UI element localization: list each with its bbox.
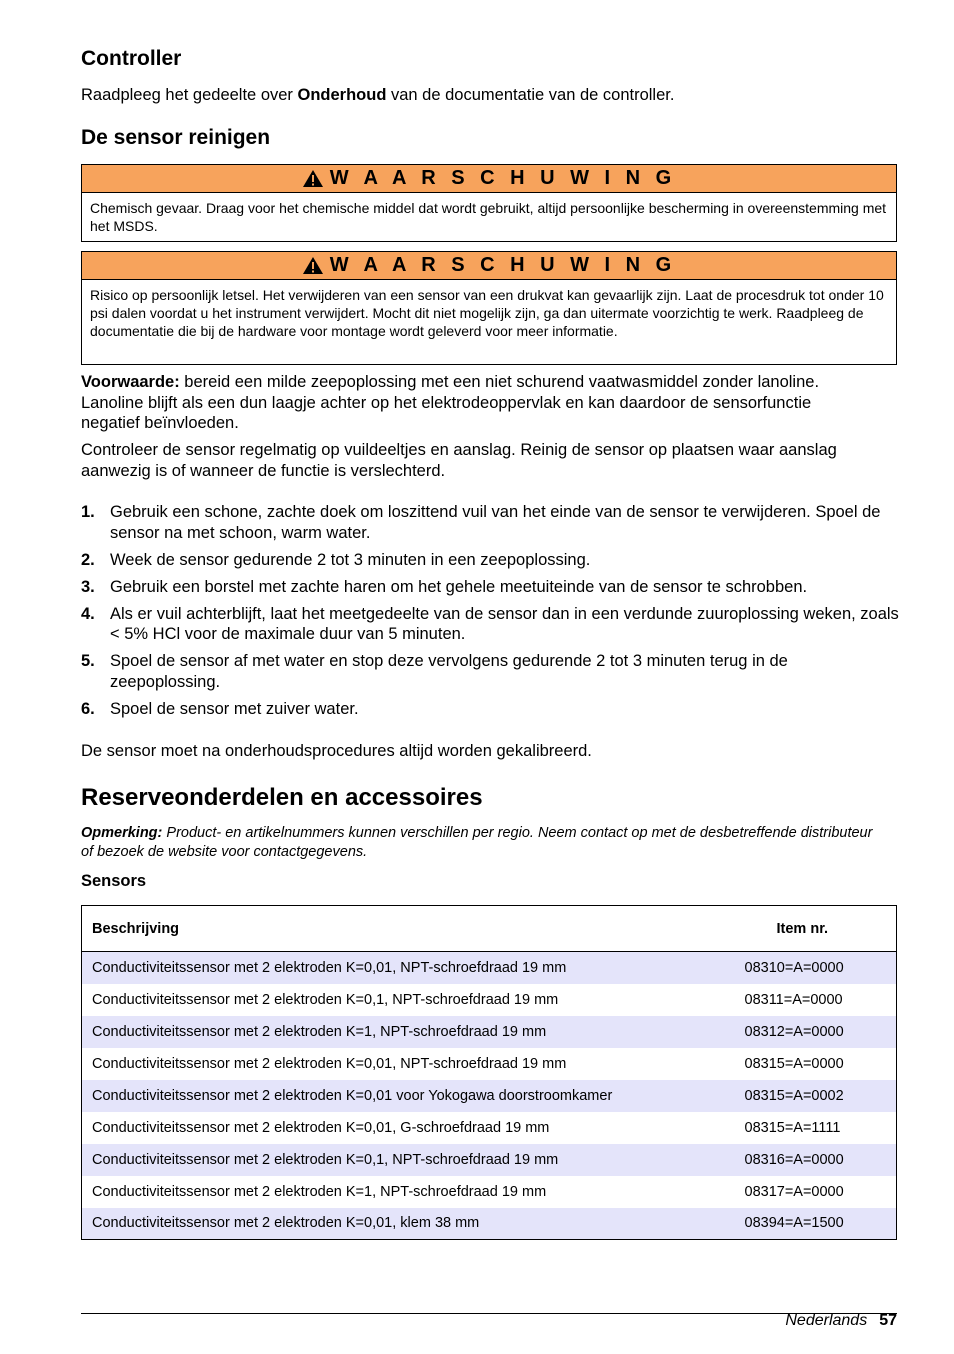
column-header-item: Item nr.	[735, 906, 897, 952]
warning-triangle-icon	[302, 169, 324, 188]
table-row	[82, 1144, 897, 1176]
step-number: 3.	[81, 577, 95, 596]
warning-box-chemical	[81, 164, 897, 242]
table-row	[82, 1112, 897, 1144]
row-description: Conductiviteitssensor met 2 elektroden K=0,1, NPT-schroefdraad 19 mm	[82, 1144, 735, 1176]
sensors-table	[81, 905, 897, 1240]
step-number: 2.	[81, 550, 95, 569]
table-row	[82, 1176, 897, 1208]
row-item-number: 08316=A=0000	[735, 1144, 897, 1176]
cleaning-heading: De sensor reinigen	[81, 126, 271, 149]
parts-heading: Reserveonderdelen en accessoires	[81, 784, 483, 811]
prerequisite-paragraph	[81, 372, 871, 434]
controller-text-bold: Onderhoud	[297, 86, 387, 104]
cleaning-steps	[81, 502, 901, 726]
calibration-note: De sensor moet na onderhoudsprocedures altijd worden gekalibreerd.	[81, 742, 592, 760]
row-description: Conductiviteitssensor met 2 elektroden K=0,1, NPT-schroefdraad 19 mm	[92, 991, 559, 1008]
controller-text-before: Raadpleeg het gedeelte over	[81, 86, 298, 104]
list-item	[81, 502, 901, 543]
table-row	[82, 1016, 897, 1048]
footer-language: Nederlands	[785, 1312, 868, 1329]
warning-box-injury	[81, 251, 897, 365]
column-header-description: Beschrijving	[82, 906, 735, 952]
row-description: Conductiviteitssensor met 2 elektroden K=0,01 voor Yokogawa doorstroomkamer	[82, 1080, 735, 1112]
row-item-number: 08311=A=0000	[744, 991, 843, 1008]
table-row	[82, 1208, 897, 1240]
table-row	[82, 984, 897, 1016]
list-item	[81, 651, 901, 692]
step-text: Spoel de sensor af met water en stop deze vervolgens gedurende 2 tot 3 minuten terug in de zeepoplossing.	[110, 652, 788, 691]
list-item	[81, 550, 901, 571]
cleaning-intro: Controleer de sensor regelmatig op vuildeeltjes en aanslag. Reinig de sensor op plaatsen waar aanslag aanwezig is of wanneer de functie is verslechterd.	[81, 441, 837, 480]
row-item-number: 08317=A=0000	[744, 1183, 844, 1200]
step-text: Als er vuil achterblijft, laat het meetgedeelte van de sensor dan in een verdunde zuuroplossing weken, zoals < 5% HCl voor de maximale duur van 5 minuten.	[110, 604, 899, 643]
step-text: Gebruik een borstel met zachte haren om het gehele meetuiteinde van de sensor te schrobben.	[110, 577, 808, 596]
warning-triangle-icon	[302, 256, 324, 275]
step-text: Gebruik een schone, zachte doek om loszittend vuil van het einde van de sensor te verwijderen. Spoel de sensor na met schoon, warm water.	[110, 503, 881, 542]
step-number: 5.	[81, 652, 95, 670]
list-item	[81, 577, 901, 598]
table-row	[82, 952, 897, 984]
row-item-number: 08394=A=1500	[735, 1208, 897, 1240]
list-item	[81, 699, 901, 720]
warning-label: W A A R S C H U W I N G	[329, 167, 677, 189]
row-description: Conductiviteitssensor met 2 elektroden K=1, NPT-schroefdraad 19 mm	[92, 1183, 547, 1200]
page-number: 57	[879, 1312, 897, 1329]
step-text: Spoel de sensor met zuiver water.	[110, 699, 359, 718]
row-item-number: 08310=A=0000	[735, 952, 897, 984]
controller-text-after: van de documentatie van de controller.	[386, 86, 675, 104]
step-text: Week de sensor gedurende 2 tot 3 minuten in een zeepoplossing.	[110, 550, 591, 569]
row-description: Conductiviteitssensor met 2 elektroden K=0,01, klem 38 mm	[82, 1208, 735, 1240]
controller-text	[81, 85, 901, 106]
note-label: Opmerking:	[81, 825, 163, 841]
row-description: Conductiviteitssensor met 2 elektroden K=1, NPT-schroefdraad 19 mm	[82, 1016, 735, 1048]
row-description: Conductiviteitssensor met 2 elektroden K=0,01, G-schroefdraad 19 mm	[92, 1119, 550, 1136]
table-row	[82, 1080, 897, 1112]
warning-header	[82, 165, 896, 193]
prerequisite-text: bereid een milde zeepoplossing met een niet schurend vaatwasmiddel zonder lanoline. Lanoline blijft als een dun laagje achter op het elektrodeoppervlak en kan daardoor de sensorfunctie negatief beïnvloeden.	[81, 373, 820, 432]
controller-heading: Controller	[81, 47, 182, 70]
warning-text: Chemisch gevaar. Draag voor het chemische middel dat wordt gebruikt, altijd persoonlijke bescherming in overeenstemming met het MSDS.	[90, 200, 887, 234]
list-item	[81, 604, 901, 645]
row-description: Conductiviteitssensor met 2 elektroden K=0,01, NPT-schroefdraad 19 mm	[92, 1055, 567, 1072]
row-item-number: 08315=A=1111	[744, 1119, 841, 1136]
warning-text: Risico op persoonlijk letsel. Het verwijderen van een sensor van een drukvat kan gevaarlijk zijn. Laat de procesdruk tot onder 10 psi dalen voordat u het instrument verwijdert. Mocht dit niet mogelijk zijn, ga dan uitermate voorzichtig te werk. Raadpleeg de documentatie die bij de hardware voor montage wordt geleverd voor meer informatie.	[90, 287, 884, 339]
note-text: Product- en artikelnummers kunnen verschillen per regio. Neem contact op met de desbetreffende distributeur of bezoek de website voor contactgegevens.	[81, 825, 873, 860]
table-row	[82, 1048, 897, 1080]
step-number: 6.	[81, 699, 95, 718]
sensors-table-title: Sensors	[81, 872, 147, 890]
footer-divider	[81, 1313, 897, 1314]
step-number: 4.	[81, 604, 95, 623]
parts-note	[81, 824, 881, 861]
table-header-row	[82, 906, 897, 952]
row-description: Conductiviteitssensor met 2 elektroden K=0,01, NPT-schroefdraad 19 mm	[82, 952, 735, 984]
prerequisite-label: Voorwaarde:	[81, 373, 180, 391]
warning-header	[82, 252, 896, 280]
row-item-number: 08315=A=0000	[744, 1055, 844, 1072]
row-item-number: 08312=A=0000	[735, 1016, 897, 1048]
step-number: 1.	[81, 503, 95, 521]
page-footer	[785, 1312, 897, 1330]
warning-label: W A A R S C H U W I N G	[329, 254, 677, 276]
row-item-number: 08315=A=0002	[735, 1080, 897, 1112]
